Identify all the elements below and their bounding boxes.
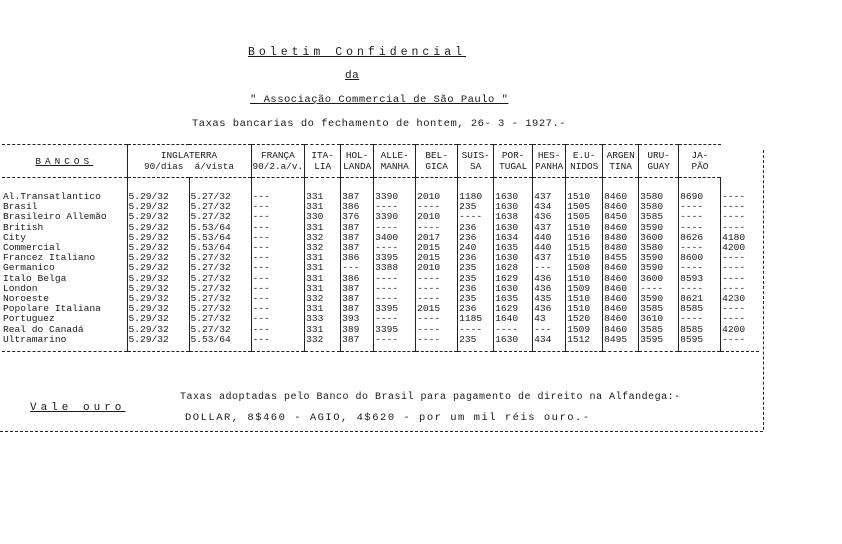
rate-cell: 331: [305, 274, 341, 284]
rate-cell: 332: [305, 335, 341, 352]
rate-cell: 5.27/32: [189, 178, 251, 203]
rate-cell: ----: [374, 202, 416, 212]
rate-cell: 3590: [639, 263, 679, 273]
table-row: [2, 314, 759, 324]
bank-name: Ultramarino: [2, 335, 127, 352]
rate-cell: 437: [533, 253, 566, 263]
vale-ouro-label: Vale ouro: [30, 402, 126, 414]
rate-cell: 1510: [566, 274, 603, 284]
rate-cell: 386: [341, 202, 374, 212]
rate-cell: ---: [251, 335, 305, 352]
rate-cell: 8460: [603, 294, 639, 304]
rate-cell: 436: [533, 274, 566, 284]
rate-cell: ---: [533, 325, 566, 335]
rate-cell: 8600: [679, 253, 721, 263]
document-title: Boletim Confidencial: [248, 46, 467, 59]
rate-cell: 1630: [494, 223, 533, 233]
column-header: BEL- GICA: [416, 145, 458, 178]
rate-cell: 3590: [639, 253, 679, 263]
rate-cell: 236: [458, 223, 494, 233]
table-row: [2, 263, 759, 273]
rate-cell: 5.53/64: [189, 243, 251, 253]
rate-cell: 440: [533, 233, 566, 243]
rate-cell: 332: [305, 243, 341, 253]
rate-cell: ----: [679, 284, 721, 294]
rate-cell: ---: [251, 304, 305, 314]
rate-cell: ---: [251, 243, 305, 253]
rate-cell: 5.29/32: [127, 294, 189, 304]
rate-cell: 2010: [416, 178, 458, 203]
rate-cell: 5.27/32: [189, 304, 251, 314]
rate-cell: ---: [251, 202, 305, 212]
rate-cell: ---: [251, 314, 305, 324]
bank-name: Germanico: [3, 263, 55, 274]
rate-cell: ---: [251, 233, 305, 243]
table-row: [2, 304, 759, 314]
rate-cell: 5.27/32: [189, 202, 251, 212]
rate-cell: 4200: [721, 243, 759, 253]
rate-cell: ---: [533, 263, 566, 273]
rate-cell: 5.29/32: [127, 263, 189, 273]
rate-cell: 1629: [494, 304, 533, 314]
rate-cell: ----: [374, 314, 416, 324]
rate-cell: 5.29/32: [127, 233, 189, 243]
rate-cell: 240: [458, 243, 494, 253]
rate-cell: ----: [374, 243, 416, 253]
rate-cell: ----: [639, 284, 679, 294]
rate-cell: 5.29/32: [127, 223, 189, 233]
rate-cell: 331: [305, 223, 341, 233]
rate-cell: 5.27/32: [189, 263, 251, 273]
rate-cell: 8480: [603, 233, 639, 243]
rate-cell: 331: [305, 325, 341, 335]
rate-cell: ---: [251, 294, 305, 304]
rate-cell: 331: [305, 284, 341, 294]
rate-cell: 5.29/32: [127, 304, 189, 314]
rate-cell: 5.27/32: [189, 253, 251, 263]
rate-cell: ----: [416, 223, 458, 233]
rate-cell: 4200: [721, 325, 759, 335]
rate-cell: 3580: [639, 178, 679, 203]
rate-cell: ----: [416, 274, 458, 284]
rate-cell: 3600: [639, 233, 679, 243]
rate-cell: ---: [251, 223, 305, 233]
rate-cell: ----: [374, 294, 416, 304]
rate-cell: 1515: [566, 243, 603, 253]
bank-name: Francez Italiano: [3, 253, 96, 264]
rate-cell: 3395: [374, 304, 416, 314]
rate-cell: 2015: [416, 243, 458, 253]
rate-cell: 437: [533, 223, 566, 233]
rate-cell: ----: [679, 243, 721, 253]
rate-cell: ---: [251, 325, 305, 335]
rate-cell: ----: [679, 202, 721, 212]
rate-cell: 236: [458, 284, 494, 294]
rate-cell: 1520: [566, 314, 603, 324]
rate-cell: ----: [374, 223, 416, 233]
rate-cell: 1638: [494, 212, 533, 222]
column-header: SUIS- SA: [458, 145, 494, 178]
rate-cell: ----: [416, 202, 458, 212]
rate-cell: ----: [374, 274, 416, 284]
rate-cell: 5.29/32: [127, 325, 189, 335]
table-row: [2, 294, 759, 304]
rate-cell: 236: [458, 233, 494, 243]
rate-cell: 434: [533, 335, 566, 352]
rate-cell: 1180: [458, 178, 494, 203]
table-row: [2, 274, 759, 284]
column-header: ARGEN TINA: [603, 145, 639, 178]
rate-cell: 8455: [603, 253, 639, 263]
rate-cell: 333: [305, 314, 341, 324]
rate-cell: 3585: [639, 212, 679, 222]
rate-cell: ----: [679, 223, 721, 233]
rate-cell: 387: [341, 233, 374, 243]
rate-cell: 1510: [566, 304, 603, 314]
rate-cell: ----: [721, 253, 759, 263]
rate-cell: 2015: [416, 304, 458, 314]
rate-cell: ----: [374, 284, 416, 294]
rate-cell: 331: [305, 253, 341, 263]
table-row: [2, 253, 759, 263]
bank-name: London: [3, 283, 38, 294]
rate-cell: 235: [458, 294, 494, 304]
rate-cell: 2010: [416, 212, 458, 222]
rate-cell: ----: [416, 335, 458, 352]
rate-cell: 3388: [374, 263, 416, 273]
rate-cell: 440: [533, 243, 566, 253]
bank-name: Brasileiro Allemão: [3, 212, 107, 223]
rate-cell: 8460: [603, 284, 639, 294]
rate-cell: 8460: [603, 274, 639, 284]
rate-cell: 1510: [566, 253, 603, 263]
rate-cell: 3390: [374, 212, 416, 222]
rate-cell: ----: [721, 314, 759, 324]
rate-cell: 1628: [494, 263, 533, 273]
rate-cell: 332: [305, 294, 341, 304]
rate-cell: 8460: [603, 314, 639, 324]
rate-cell: 437: [533, 178, 566, 203]
rate-cell: ---: [251, 253, 305, 263]
rate-cell: 235: [458, 274, 494, 284]
column-header: FRANÇA 90/2.a/v.: [251, 145, 305, 178]
rate-cell: 3395: [374, 253, 416, 263]
bank-name: Popolare Italiana: [3, 304, 101, 315]
rate-cell: 1185: [458, 314, 494, 324]
rate-cell: 5.27/32: [189, 274, 251, 284]
rate-cell: 1510: [566, 223, 603, 233]
document-subtitle-da: da: [345, 70, 360, 82]
rate-cell: 8495: [603, 335, 639, 352]
rate-cell: ----: [721, 304, 759, 314]
rate-cell: ----: [721, 274, 759, 284]
column-header: URU- GUAY: [639, 145, 679, 178]
rate-cell: 436: [533, 304, 566, 314]
bank-name: Italo Belga: [3, 273, 67, 284]
rate-cell: 331: [305, 202, 341, 212]
bank-name: Brasil: [3, 202, 38, 213]
rate-cell: ----: [374, 335, 416, 352]
rate-cell: 1629: [494, 274, 533, 284]
rate-cell: 331: [305, 263, 341, 273]
rate-cell: 5.53/64: [189, 233, 251, 243]
table-row: [2, 243, 759, 253]
exchange-rates-table: [2, 144, 759, 352]
column-header: BANCOS: [2, 145, 127, 178]
rate-cell: 331: [305, 304, 341, 314]
bank-name: Real do Canadá: [3, 324, 84, 335]
dollar-agio-line: DOLLAR, 8$460 - AGIO, 4$620 - por um mil réis ouro.-: [185, 412, 591, 424]
rate-cell: 434: [533, 202, 566, 212]
rate-cell: 1508: [566, 263, 603, 273]
rate-cell: ----: [679, 314, 721, 324]
rate-cell: 3590: [639, 223, 679, 233]
rate-cell: ----: [721, 212, 759, 222]
rate-cell: 2010: [416, 263, 458, 273]
rate-cell: 1516: [566, 233, 603, 243]
rate-cell: ---: [251, 178, 305, 203]
rate-cell: 3580: [639, 243, 679, 253]
rate-cell: 5.27/32: [189, 294, 251, 304]
table-row: [2, 335, 759, 352]
rate-cell: ----: [494, 325, 533, 335]
column-header: JA- PÃO: [679, 145, 721, 178]
rate-cell: 436: [533, 284, 566, 294]
rate-cell: 8460: [603, 304, 639, 314]
rate-cell: 5.53/64: [189, 223, 251, 233]
rate-cell: 1630: [494, 202, 533, 212]
rate-cell: 235: [458, 202, 494, 212]
rate-cell: 1510: [566, 178, 603, 203]
rate-cell: 3595: [639, 335, 679, 352]
rate-cell: 5.27/32: [189, 325, 251, 335]
table-row: [2, 284, 759, 294]
rate-cell: ----: [721, 263, 759, 273]
table-row: [2, 178, 759, 203]
rate-cell: 3585: [639, 304, 679, 314]
rate-cell: 386: [341, 274, 374, 284]
rate-cell: 1630: [494, 284, 533, 294]
rate-cell: ---: [251, 263, 305, 273]
table-row: [2, 325, 759, 335]
rate-cell: ----: [721, 178, 759, 203]
rate-cell: 8626: [679, 233, 721, 243]
rate-cell: ----: [721, 202, 759, 212]
rate-cell: 5.29/32: [127, 202, 189, 212]
column-header: HES- PANHA: [533, 145, 566, 178]
rate-cell: 389: [341, 325, 374, 335]
association-name: " Associação Commercial de São Paulo ": [250, 94, 509, 106]
rate-cell: 3585: [639, 325, 679, 335]
rate-cell: ----: [679, 212, 721, 222]
rate-cell: 387: [341, 304, 374, 314]
rate-cell: 5.29/32: [127, 335, 189, 352]
rate-cell: 3610: [639, 314, 679, 324]
rate-cell: 5.29/32: [127, 243, 189, 253]
adopted-rates-line: Taxas adoptadas pelo Banco do Brasil para pagamento de direito na Alfandega:-: [180, 392, 681, 403]
footer-block: [0, 386, 842, 430]
rate-cell: 1509: [566, 284, 603, 294]
rate-cell: 2017: [416, 233, 458, 243]
rate-cell: 235: [458, 335, 494, 352]
rate-cell: ----: [416, 325, 458, 335]
rate-cell: 3600: [639, 274, 679, 284]
rate-cell: 5.27/32: [189, 284, 251, 294]
rate-cell: ---: [251, 274, 305, 284]
rate-cell: ----: [679, 263, 721, 273]
rate-cell: 3395: [374, 325, 416, 335]
rate-cell: 1640: [494, 314, 533, 324]
rate-cell: 1630: [494, 178, 533, 203]
rate-cell: 387: [341, 243, 374, 253]
rate-cell: 387: [341, 178, 374, 203]
rate-cell: 8480: [603, 243, 639, 253]
table-row: [2, 233, 759, 243]
footer-rule: [0, 431, 763, 432]
rate-cell: 5.27/32: [189, 212, 251, 222]
rate-cell: 1510: [566, 294, 603, 304]
rate-cell: ----: [721, 335, 759, 352]
rate-cell: ---: [251, 284, 305, 294]
rate-cell: 387: [341, 223, 374, 233]
rate-cell: ----: [416, 294, 458, 304]
bank-name: British: [3, 222, 44, 233]
rate-cell: 387: [341, 294, 374, 304]
bank-name: Al.Transatlantico: [3, 191, 101, 202]
column-header: HOL- LANDA: [341, 145, 374, 178]
rate-cell: ---: [251, 212, 305, 222]
rate-cell: 4180: [721, 233, 759, 243]
rate-cell: 43: [533, 314, 566, 324]
bank-name: Commercial: [3, 243, 61, 254]
rate-cell: 5.29/32: [127, 274, 189, 284]
rate-cell: 436: [533, 212, 566, 222]
bank-name: Portuguez: [3, 314, 55, 325]
rate-cell: 8621: [679, 294, 721, 304]
rate-cell: 8460: [603, 202, 639, 212]
rate-cell: 5.29/32: [127, 253, 189, 263]
rate-cell: 5.29/32: [127, 212, 189, 222]
rate-cell: 3400: [374, 233, 416, 243]
rate-cell: 1505: [566, 212, 603, 222]
rate-cell: 8585: [679, 325, 721, 335]
rate-cell: 8585: [679, 304, 721, 314]
rate-cell: 386: [341, 253, 374, 263]
rate-cell: 3590: [639, 294, 679, 304]
rate-cell: 332: [305, 233, 341, 243]
rate-cell: 235: [458, 263, 494, 273]
rate-cell: ----: [416, 314, 458, 324]
bank-name: Noroeste: [3, 294, 50, 305]
rate-cell: 3390: [374, 178, 416, 203]
rate-cell: 1630: [494, 253, 533, 263]
column-header: ITA- LIA: [305, 145, 341, 178]
rate-cell: 1512: [566, 335, 603, 352]
rate-cell: 1635: [494, 294, 533, 304]
table-row: [2, 212, 759, 222]
table-row: [2, 223, 759, 233]
rate-cell: 1635: [494, 243, 533, 253]
rate-cell: 8690: [679, 178, 721, 203]
rate-cell: 5.27/32: [189, 314, 251, 324]
rate-cell: 1634: [494, 233, 533, 243]
rate-cell: 1505: [566, 202, 603, 212]
rate-cell: 330: [305, 212, 341, 222]
rate-cell: 331: [305, 178, 341, 203]
column-header: ALLE- MANHA: [374, 145, 416, 178]
rates-date-line: Taxas bancarias do fechamento de hontem, 26- 3 - 1927.-: [192, 118, 567, 130]
rate-cell: 8593: [679, 274, 721, 284]
table-row: [2, 202, 759, 212]
bank-name: City: [3, 232, 27, 243]
rate-cell: 1509: [566, 325, 603, 335]
rate-cell: 387: [341, 335, 374, 352]
rate-cell: 5.29/32: [127, 284, 189, 294]
rate-cell: 8595: [679, 335, 721, 352]
rate-cell: 8450: [603, 212, 639, 222]
rate-cell: 8460: [603, 325, 639, 335]
rate-cell: 236: [458, 253, 494, 263]
rate-cell: 5.29/32: [127, 314, 189, 324]
column-header: E.U- NIDOS: [566, 145, 603, 178]
rate-cell: ----: [458, 325, 494, 335]
rate-cell: 4230: [721, 294, 759, 304]
rate-cell: 435: [533, 294, 566, 304]
rate-cell: 2015: [416, 253, 458, 263]
rate-cell: 1630: [494, 335, 533, 352]
rate-cell: 376: [341, 212, 374, 222]
rate-cell: 387: [341, 284, 374, 294]
rate-cell: 393: [341, 314, 374, 324]
rate-cell: ----: [721, 284, 759, 294]
rate-cell: ----: [458, 212, 494, 222]
rate-cell: 8460: [603, 178, 639, 203]
rate-cell: ----: [416, 284, 458, 294]
column-header: POR- TUGAL: [494, 145, 533, 178]
rate-cell: 236: [458, 304, 494, 314]
rate-cell: 3580: [639, 202, 679, 212]
rate-cell: ----: [721, 223, 759, 233]
rate-cell: 5.29/32: [127, 178, 189, 203]
rate-cell: 5.53/64: [189, 335, 251, 352]
rate-cell: 8460: [603, 263, 639, 273]
table-header-row: [2, 145, 759, 178]
rate-cell: ---: [341, 263, 374, 273]
rate-cell: 8460: [603, 223, 639, 233]
column-header: INGLATERRA 90/dias á/vista: [127, 145, 251, 178]
